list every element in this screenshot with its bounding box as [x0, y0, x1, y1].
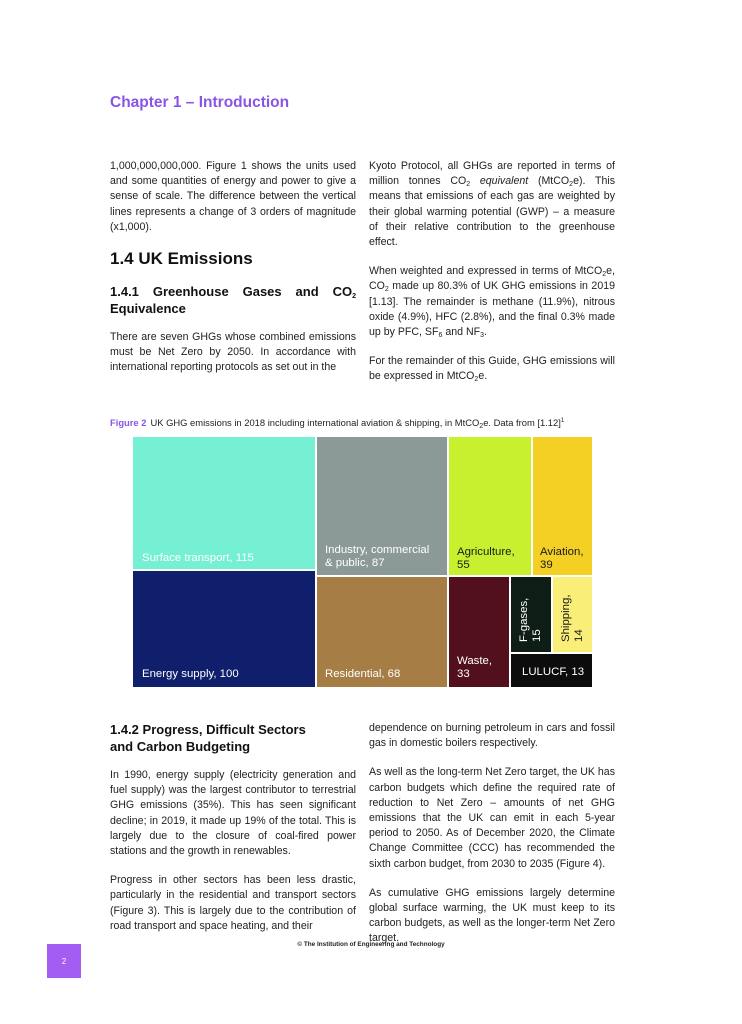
- kyoto-paragraph: Kyoto Protocol, all GHGs are reported in terms of million tonnes $CO_2$ equivalent (MtCO$_2$e). This means that emissions of each gas are weighted by their global warming potential (GWP) – a measure of their relative contribution to the greenhouse effect.: [369, 160, 615, 249]
- cell-surface-transport: [132, 436, 316, 570]
- label-waste: Waste, 33: [457, 655, 493, 680]
- right-column-bottom: [369, 721, 615, 961]
- figure-caption: Figure 2 UK GHG emissions in 2018 including international aviation & shipping, in MtCO$_2$e. Data from $[1.12]^1$: [110, 417, 565, 430]
- remainder-paragraph: For the remainder of this Guide, GHG emissions will be expressed in MtCO$_2$e.: [369, 355, 615, 384]
- cumulative-paragraph: As cumulative GHG emissions largely determine global surface warming, the UK must keep to its carbon budgets, as well as the longer-term Net Zero target.: [369, 886, 615, 945]
- section-heading: 1.4 UK Emissions: [110, 249, 253, 269]
- label-surface-transport: Surface transport, 115: [142, 552, 254, 564]
- intro-paragraph: 1,000,000,000,000. Figure 1 shows the units used and some quantities of energy and power to give a sense of scale. The difference between the vertical lines represents a change of 3 orders of magnitude (x1,000).: [110, 160, 356, 233]
- label-lulucf: LULUCF, 13: [522, 666, 585, 678]
- left-column-top: [110, 159, 356, 390]
- left-column-bottom: [110, 721, 356, 948]
- energy-supply-paragraph: In 1990, energy supply (electricity generation and fuel supply) was the largest contributor to terrestrial GHG emissions (35%). This has seen significant decline; in 2019, it made up 19% of the total. This is largely due to the closure of coal-fired power stations and the growth in renewables.: [110, 769, 356, 858]
- label-residential: Residential, 68: [325, 668, 401, 680]
- label-industry: Industry, commercial & public, 87: [325, 544, 430, 569]
- progress-heading: 1.4.2 Progress, Difficult Sectors and Carbon Budgeting: [110, 722, 306, 754]
- chapter-title: Chapter 1 – Introduction: [110, 94, 290, 111]
- label-agriculture: Agriculture, 55: [457, 546, 515, 571]
- label-shipping: Shipping, 14: [560, 594, 585, 642]
- page-number: 2: [47, 944, 81, 978]
- carbon-budget-paragraph: As well as the long-term Net Zero target, the UK has carbon budgets which define the required rate of reduction to Net Zero – amounts of net GHG emissions that the UK can emit in each 5-year period to 2050. As of December 2020, the Climate Change Committee (CCC) has recommended the sixth carbon budget, from 2030 to 2035 (Figure 4).: [369, 766, 615, 870]
- figure-label: Figure 2: [110, 417, 147, 428]
- subsection-heading: 1.4.1 Greenhouse Gases and $CO_2$ Equivalence: [110, 284, 356, 317]
- label-aviation: Aviation, 39: [540, 546, 584, 571]
- ghg-paragraph: There are seven GHGs whose combined emissions must be Net Zero by 2050. In accordance with international reporting protocols as set out in the: [110, 331, 356, 374]
- weighted-paragraph: When weighted and expressed in terms of MtCO$_2$e, $CO_2$ made up 80.3% of UK GHG emissions in 2019 [1.13]. The remainder is methane (11.9%), nitrous oxide (4.9%), HFC (2.8%), and the final 0.3% made up by PFC, $SF_6$ and $NF_3$.: [369, 265, 615, 340]
- right-column-top: [369, 159, 615, 399]
- emissions-treemap: [132, 436, 593, 688]
- label-energy-supply: Energy supply, 100: [142, 668, 239, 680]
- dependence-paragraph: dependence on burning petroleum in cars and fossil gas in domestic boilers respectively.: [369, 722, 615, 750]
- footer-copyright: © The Institution of Engineering and Technology: [297, 941, 445, 948]
- other-sectors-paragraph: Progress in other sectors has been less drastic, particularly in the residential and transport sectors (Figure 3). This is largely due to the contribution of road transport and space heating, and their: [110, 874, 356, 932]
- label-f-gases: F-gases, 15: [518, 597, 543, 642]
